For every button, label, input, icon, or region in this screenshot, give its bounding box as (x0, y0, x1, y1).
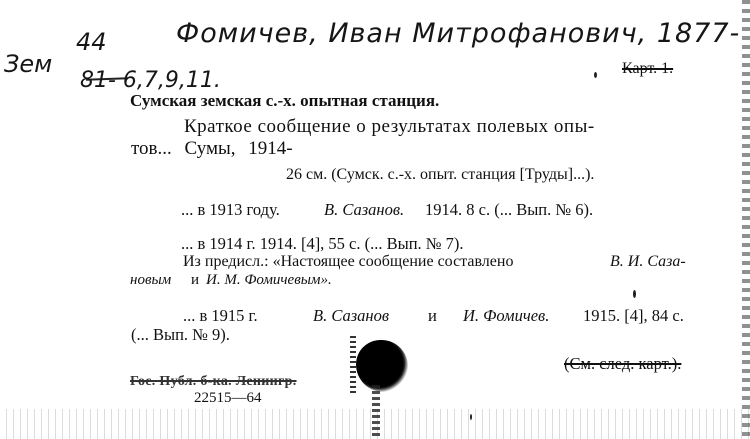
ink-speck (633, 290, 636, 298)
entry-1914-note-author-2: И. М. Фомичевым». (206, 272, 332, 288)
entry-1913-prefix: ... в 1913 году. (181, 200, 280, 219)
entry-1914-note-connector: и (191, 272, 200, 288)
entry-1914-note-prefix: Из предисл.: «Настоящее сообщение составлено (183, 253, 514, 270)
continuation-note: (См. след. карт.). (564, 354, 682, 373)
ink-blot (356, 340, 408, 392)
title-line-1: Краткое сообщение о результатах полевых опы- (184, 116, 595, 137)
ink-speck (594, 72, 597, 78)
entry-1913-rest: 1914. 8 с. (... Вып. № 6). (425, 200, 594, 219)
entry-1915-rest: 1915. [4], 84 с. (583, 306, 684, 325)
card-edge (742, 0, 750, 439)
order-number: 22515—64 (194, 390, 262, 406)
entry-1914-note-author-1: В. И. Саза- (610, 253, 686, 270)
entry-1915-line-2: (... Вып. № 9). (131, 325, 230, 344)
shelf-mark (4, 28, 221, 98)
card-bottom-edge (0, 409, 750, 439)
entry-1915-prefix: ... в 1915 г. (183, 306, 258, 325)
entry-1915-author-2: И. Фомичев. (463, 306, 550, 325)
shelf-mark-denominator: 81- 6,7,9,11. (80, 68, 221, 93)
shelf-mark-numerator: 44 (76, 28, 107, 56)
entry-1915-author-1: В. Сазанов (313, 306, 389, 325)
entry-1915-connector: и (428, 306, 437, 325)
collation: 26 см. (Сумск. с.-х. опыт. станция [Труды]...). (286, 166, 595, 183)
author-heading: Фомичев, Иван Митрофанович, 1877- (176, 18, 741, 49)
entry-1914-note-author-1-cont: новым (130, 272, 172, 288)
entry-1914-line-1: ... в 1914 г. 1914. [4], 55 с. (... Вып. № 7). (181, 234, 464, 253)
title-line-2: тов... Сумы, 1914- (131, 138, 293, 159)
institution-heading: Сумская земская с.-х. опытная станция. (130, 91, 440, 110)
shelf-mark-prefix: Зем (4, 50, 53, 78)
card-number: Карт. 1. (622, 60, 674, 77)
library-stamp: Гос. Публ. б-ка. Ленингр. (130, 374, 297, 389)
entry-1913-author: В. Сазанов. (324, 200, 405, 219)
